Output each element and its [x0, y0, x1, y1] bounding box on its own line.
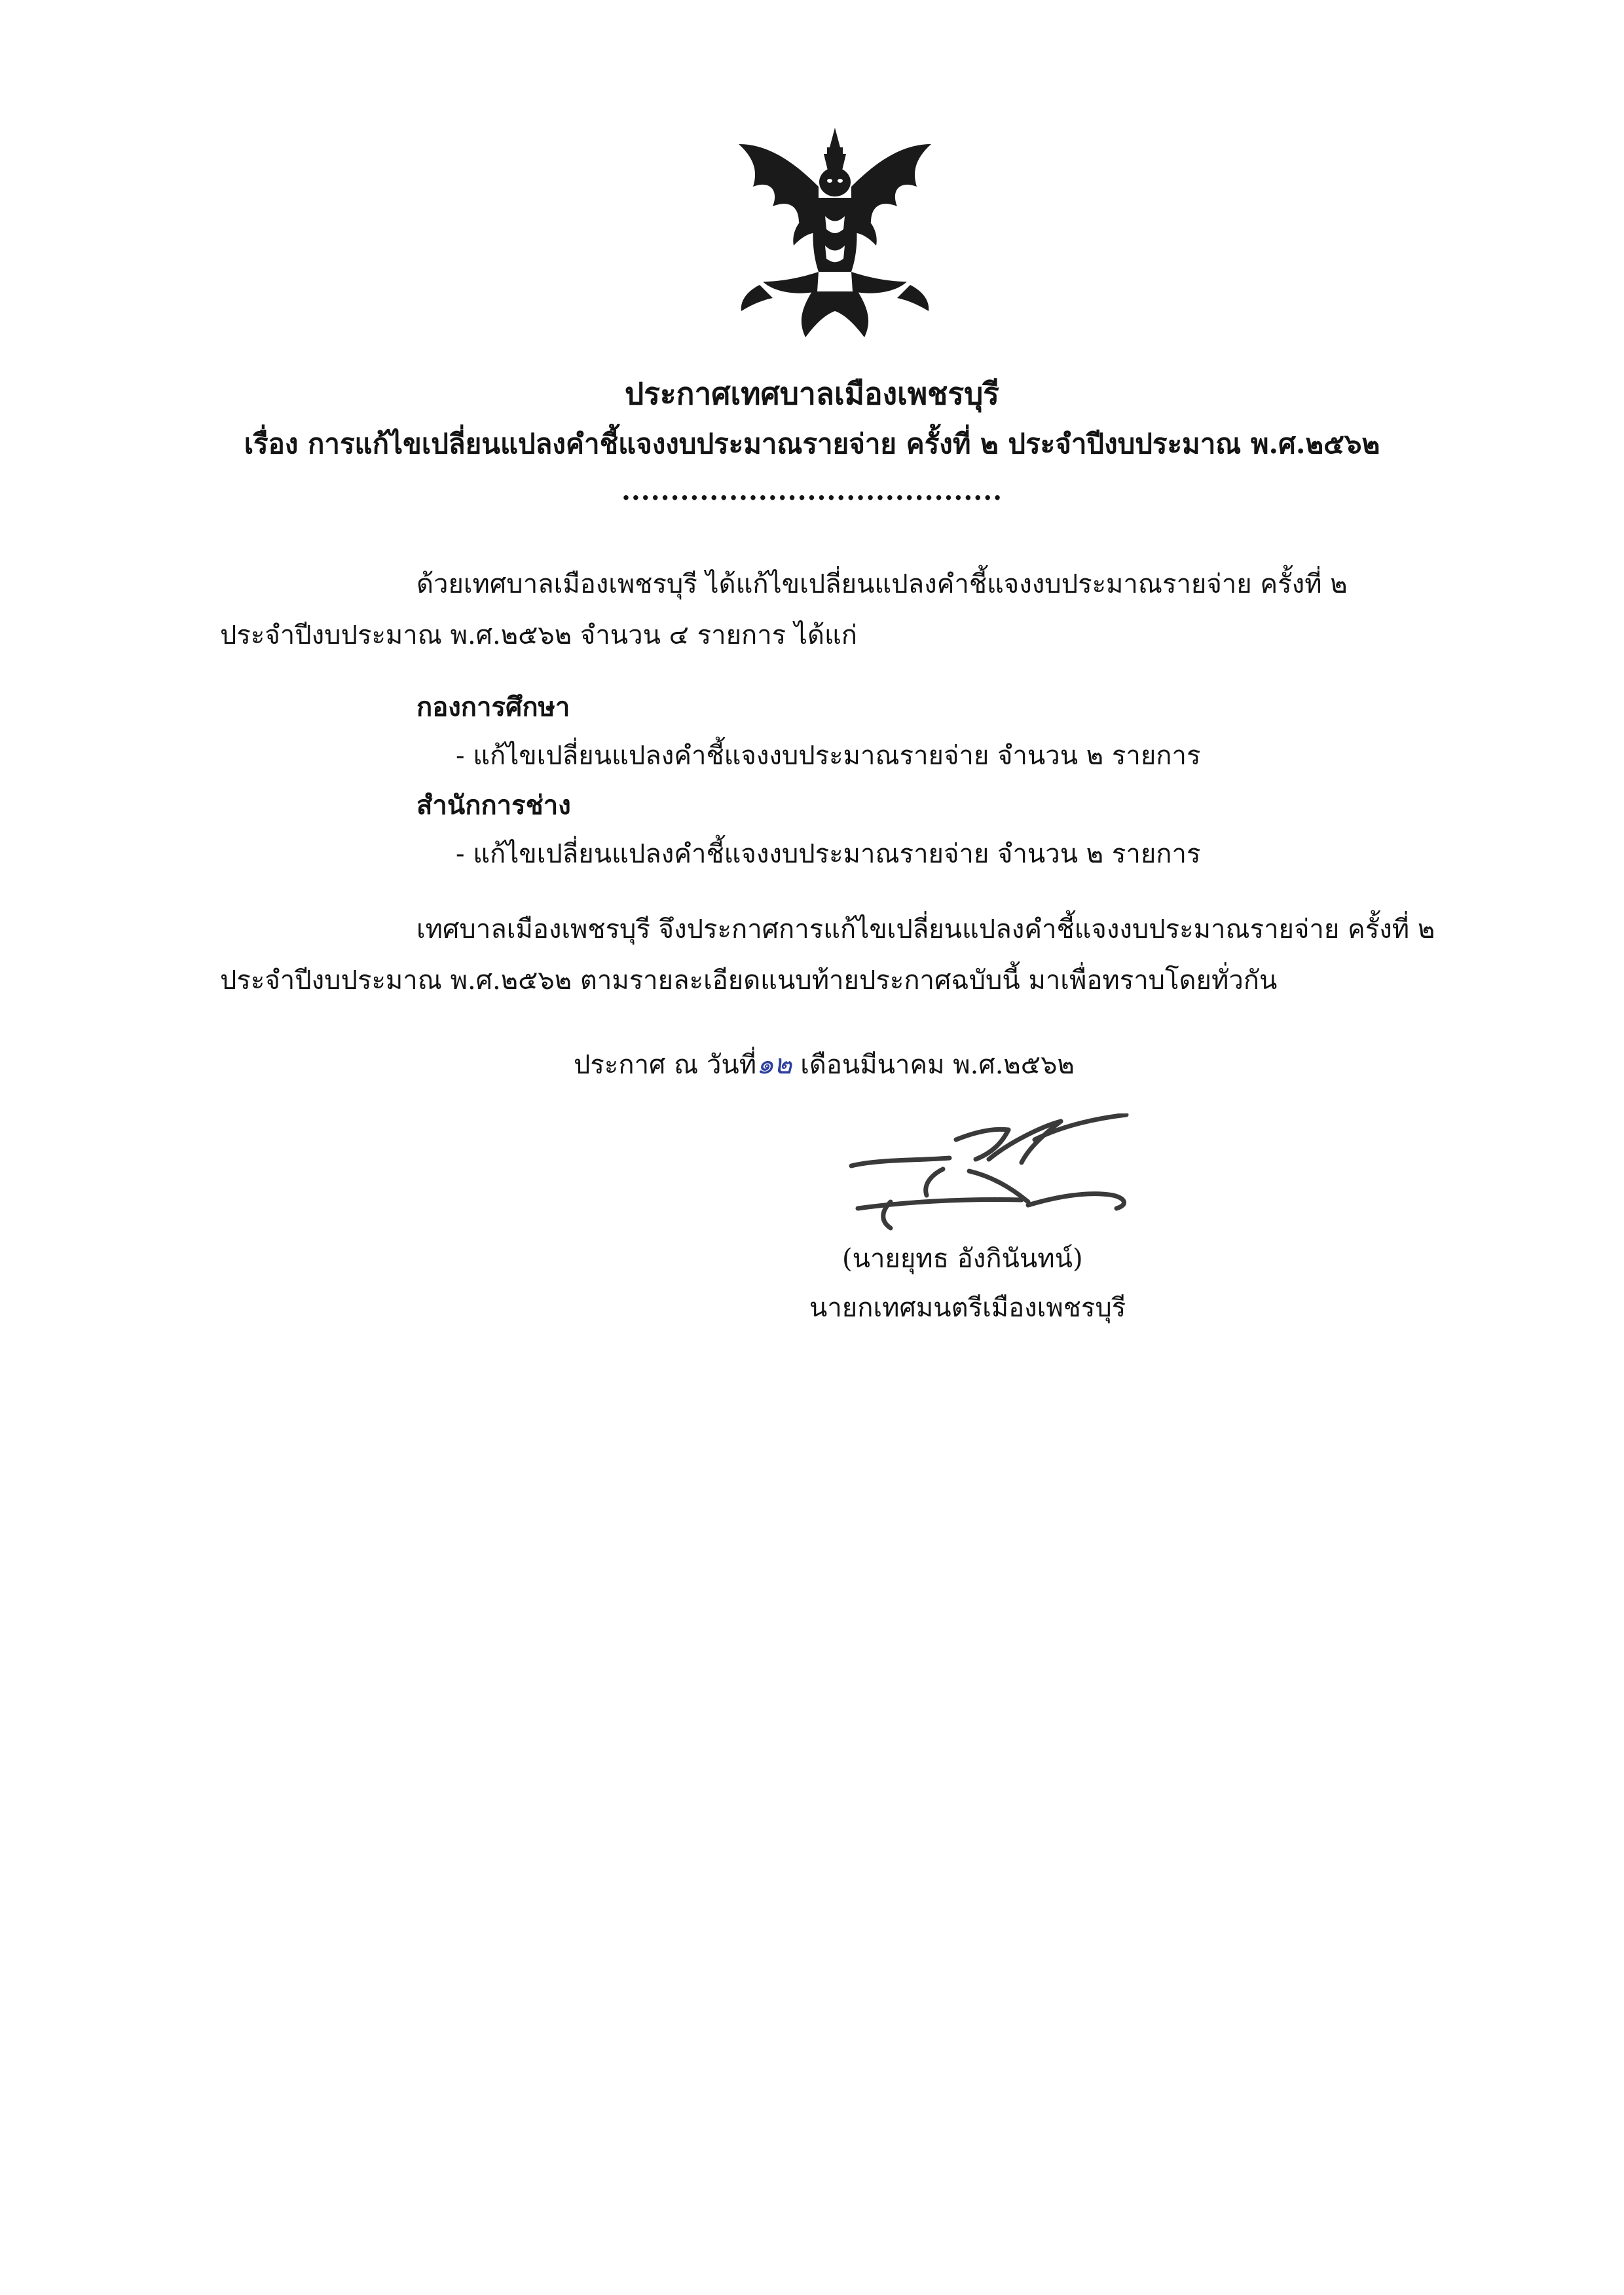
department-item-education: - แก้ไขเปลี่ยนแปลงคำชี้แจงงบประมาณรายจ่าย จำนวน ๒ รายการ	[456, 741, 1201, 771]
department-heading-engineering: สำนักการช่าง	[416, 790, 571, 821]
announcement-subject: เรื่อง การแก้ไขเปลี่ยนแปลงคำชี้แจงงบประมาณรายจ่าย ครั้งที่ ๒ ประจำปีงบประมาณ พ.ศ.๒๕๖๒	[244, 428, 1380, 460]
department-heading-education: กองการศึกษา	[416, 692, 570, 722]
handwritten-signature	[845, 1113, 1146, 1235]
department-item-engineering: - แก้ไขเปลี่ยนแปลงคำชี้แจงงบประมาณรายจ่าย จำนวน ๒ รายการ	[456, 839, 1201, 869]
closing-paragraph-line: เทศบาลเมืองเพชรบุรี จึงประกาศการแก้ไขเปลี่ยนแปลงคำชี้แจงงบประมาณรายจ่าย ครั้งที่ ๒	[416, 914, 1435, 944]
intro-paragraph-line: ประจำปีงบประมาณ พ.ศ.๒๕๖๒ จำนวน ๔ รายการ ได้แก่	[220, 620, 857, 650]
announcement-title: ประกาศเทศบาลเมืองเพชรบุรี	[625, 376, 999, 411]
announcement-date	[574, 1048, 1075, 1081]
date-suffix: เดือนมีนาคม พ.ศ.๒๕๖๒	[792, 1050, 1075, 1080]
signer-position: นายกเทศมนตรีเมืองเพชรบุรี	[809, 1293, 1126, 1323]
date-day-handwritten: ๑๒	[756, 1048, 792, 1080]
date-prefix: ประกาศ ณ วันที่	[574, 1050, 757, 1080]
garuda-emblem-icon	[733, 124, 936, 341]
signer-name: (นายยุทธ อังกินันทน์)	[842, 1244, 1083, 1274]
title-separator: .......................................	[621, 476, 1003, 506]
intro-paragraph-line: ด้วยเทศบาลเมืองเพชรบุรี ได้แก้ไขเปลี่ยนแปลงคำชี้แจงงบประมาณรายจ่าย ครั้งที่ ๒	[416, 569, 1348, 599]
closing-paragraph-line: ประจำปีงบประมาณ พ.ศ.๒๕๖๒ ตามรายละเอียดแนบท้ายประกาศฉบับนี้ มาเพื่อทราบโดยทั่วกัน	[220, 965, 1278, 996]
